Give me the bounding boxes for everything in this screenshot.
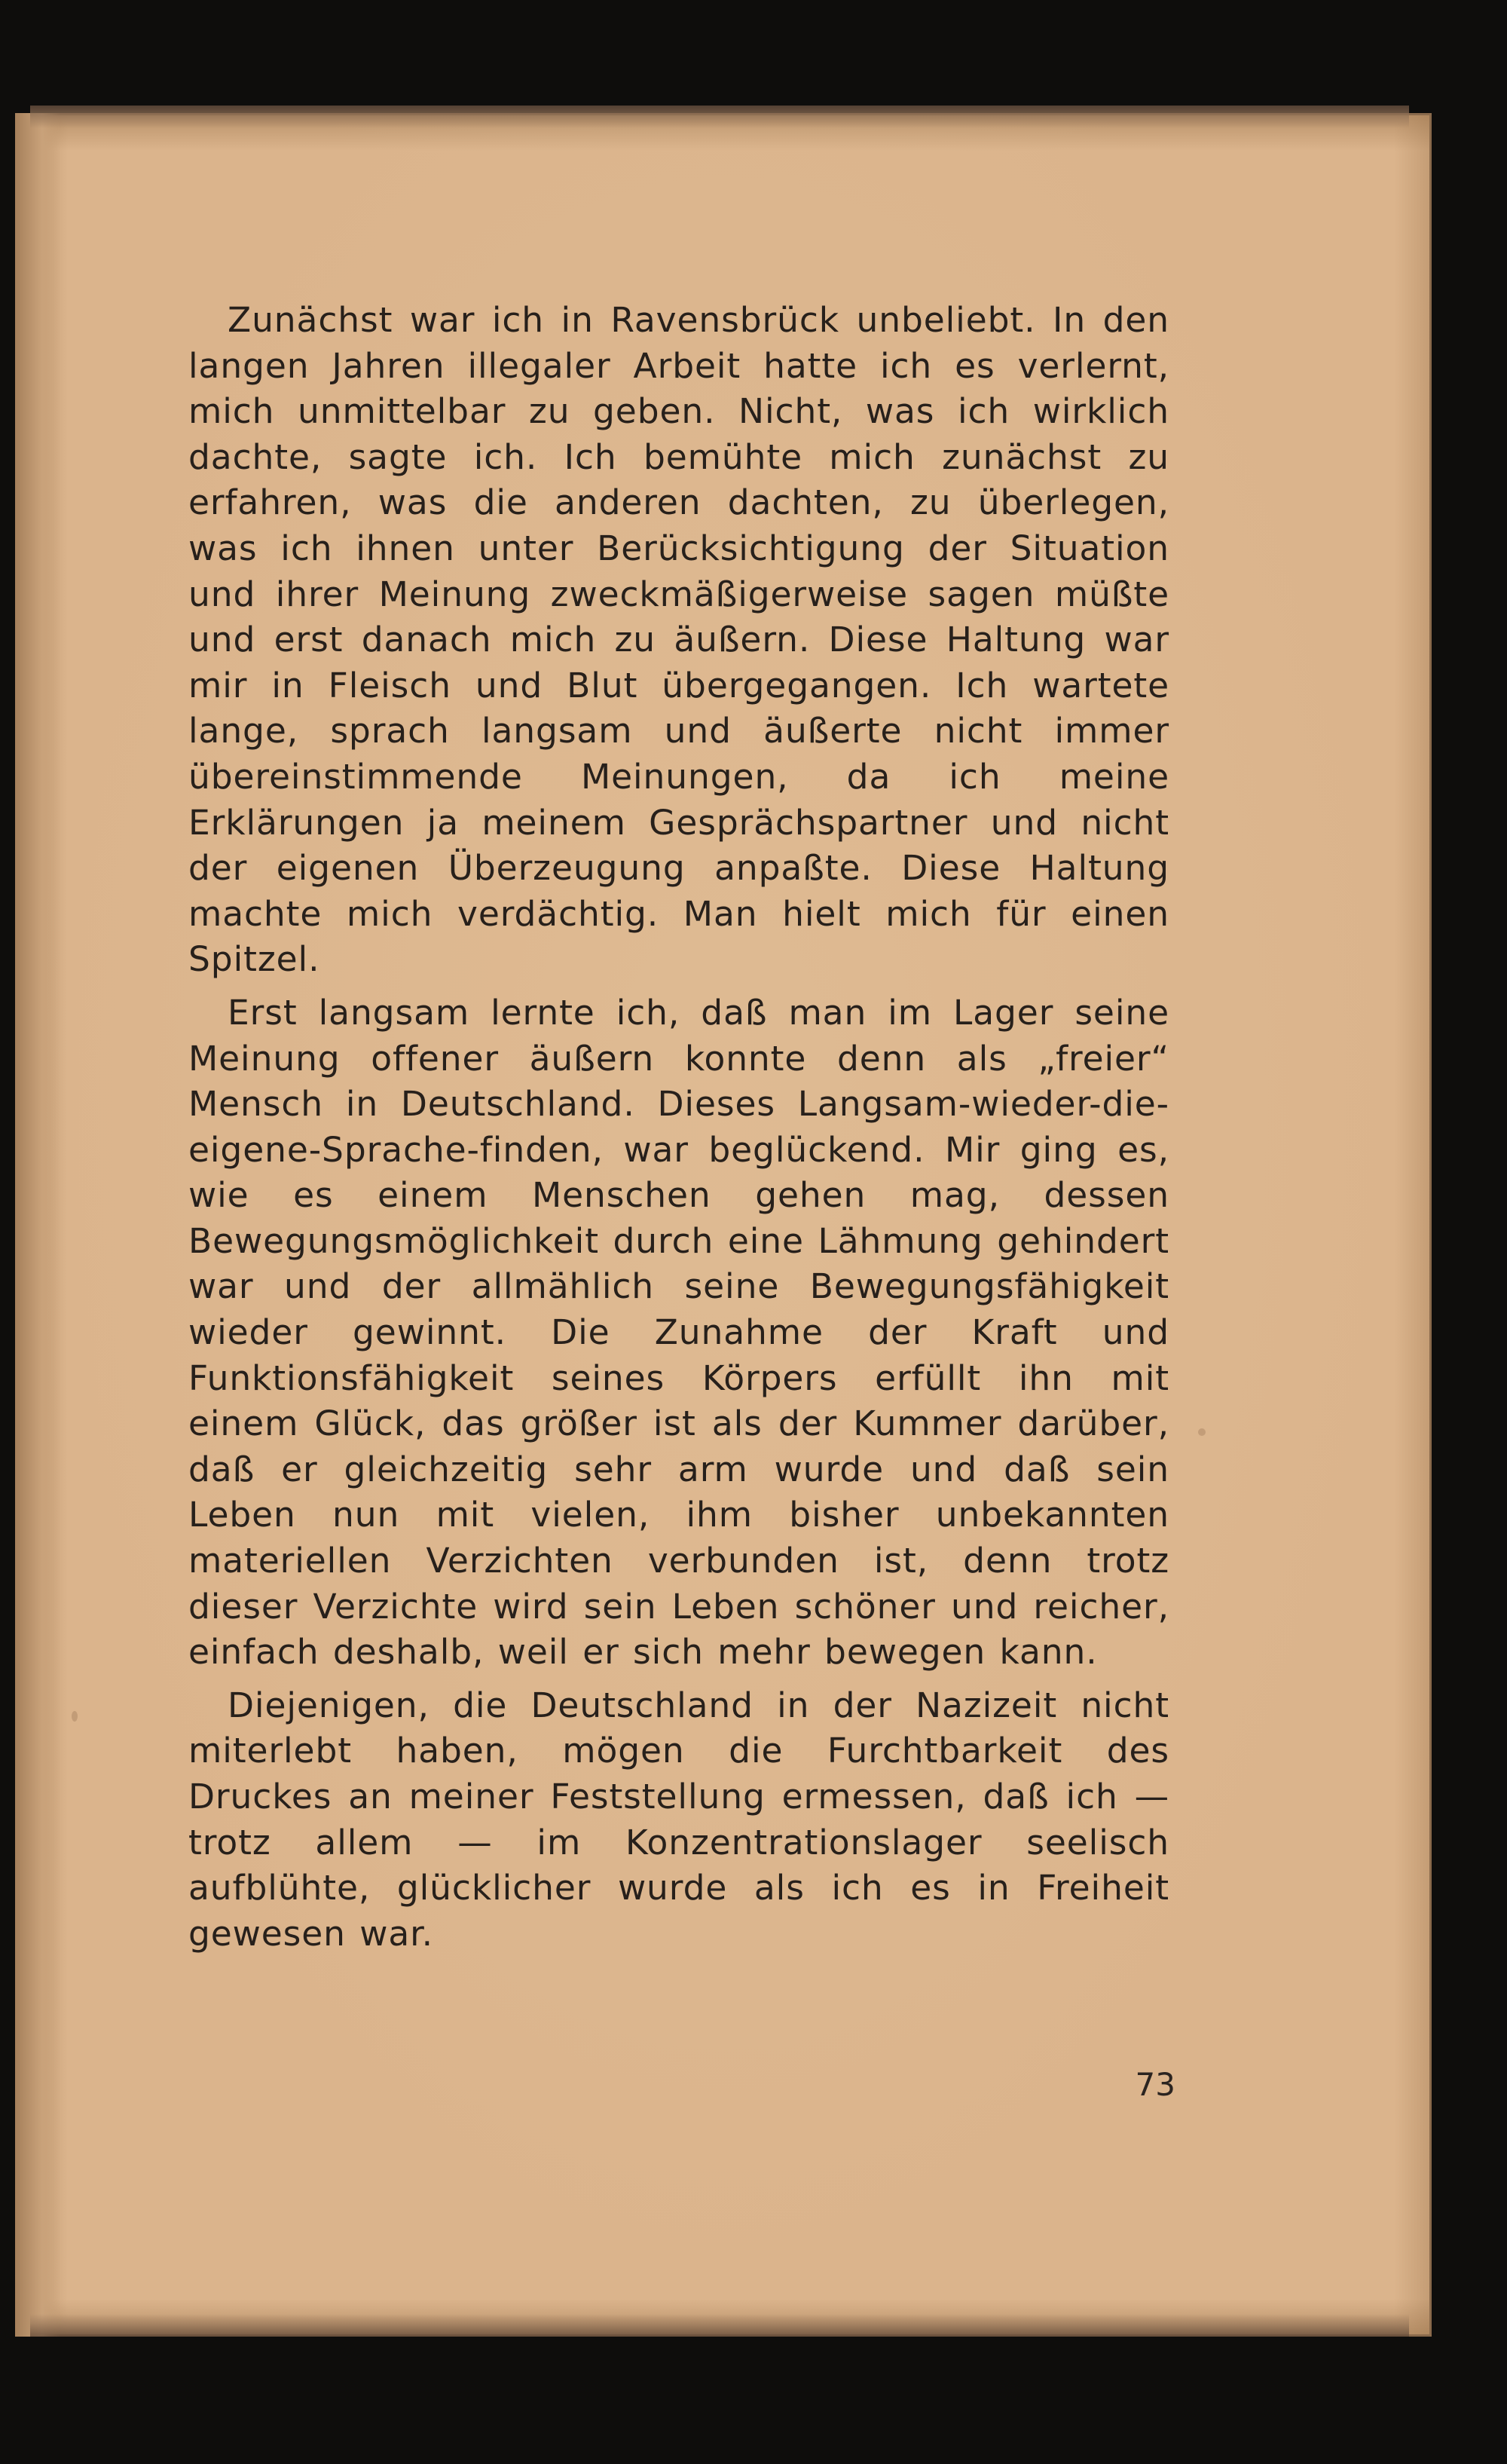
paragraph: Diejenigen, die Deutschland in der Nazizeit nicht miterlebt haben, mögen die Furchtbarkeit des Druckes an meiner Feststellung ermessen, daß ich — trotz allem — im Konzentrationslager seelisch aufblühte, glücklicher wurde als ich es in Freiheit gewesen war. — [188, 1685, 1169, 1954]
paper-stain — [72, 1711, 78, 1722]
body-text — [188, 298, 1169, 1964]
page-bottom-edge — [30, 2314, 1409, 2337]
page-gutter — [15, 113, 60, 2337]
page-number: 73 — [1135, 2066, 1175, 2103]
paper-stain — [1198, 1428, 1206, 1436]
paragraph: Zunächst war ich in Ravensbrück unbeliebt. In den langen Jahren illegaler Arbeit hatte ich es verlernt, mich unmittelbar zu geben. Nicht, was ich wirklich dachte, sagte ich. Ich bemühte mich zunächst zu erfahren, was die anderen dachten, zu überlegen, was ich ihnen unter Berücksichtigung der Situation und ihrer Meinung zweckmäßigerweise sagen müßte und erst danach mich zu äußern. Diese Haltung war mir in Fleisch und Blut übergegangen. Ich wartete lange, sprach langsam und äußerte nicht immer übereinstimmende Meinungen, da ich meine Erklärungen ja meinem Gesprächspartner und nicht der eigenen Überzeugung anpaßte. Diese Haltung machte mich verdächtig. Man hielt mich für einen Spitzel. — [188, 300, 1169, 980]
page-top-edge — [30, 106, 1409, 128]
paragraph: Erst langsam lernte ich, daß man im Lager seine Meinung offener äußern konnte denn als „freier“ Mensch in Deutschland. Dieses Langsam-wieder-die-eigene-Sprache-finden, war beglückend. Mir ging es, wie es einem Menschen gehen mag, dessen Bewegungsmöglichkeit durch eine Lähmung gehindert war und der allmählich seine Bewegungsfähigkeit wieder gewinnt. Die Zunahme der Kraft und Funktionsfähigkeit seines Körpers erfüllt ihn mit einem Glück, das größer ist als der Kummer darüber, daß er gleichzeitig sehr arm wurde und daß sein Leben nun mit vielen, ihm bisher unbekannten materiellen Verzichten verbunden ist, denn trotz dieser Verzichte wird sein Leben schöner und reicher, einfach deshalb, weil er sich mehr bewegen kann. — [188, 992, 1169, 1673]
